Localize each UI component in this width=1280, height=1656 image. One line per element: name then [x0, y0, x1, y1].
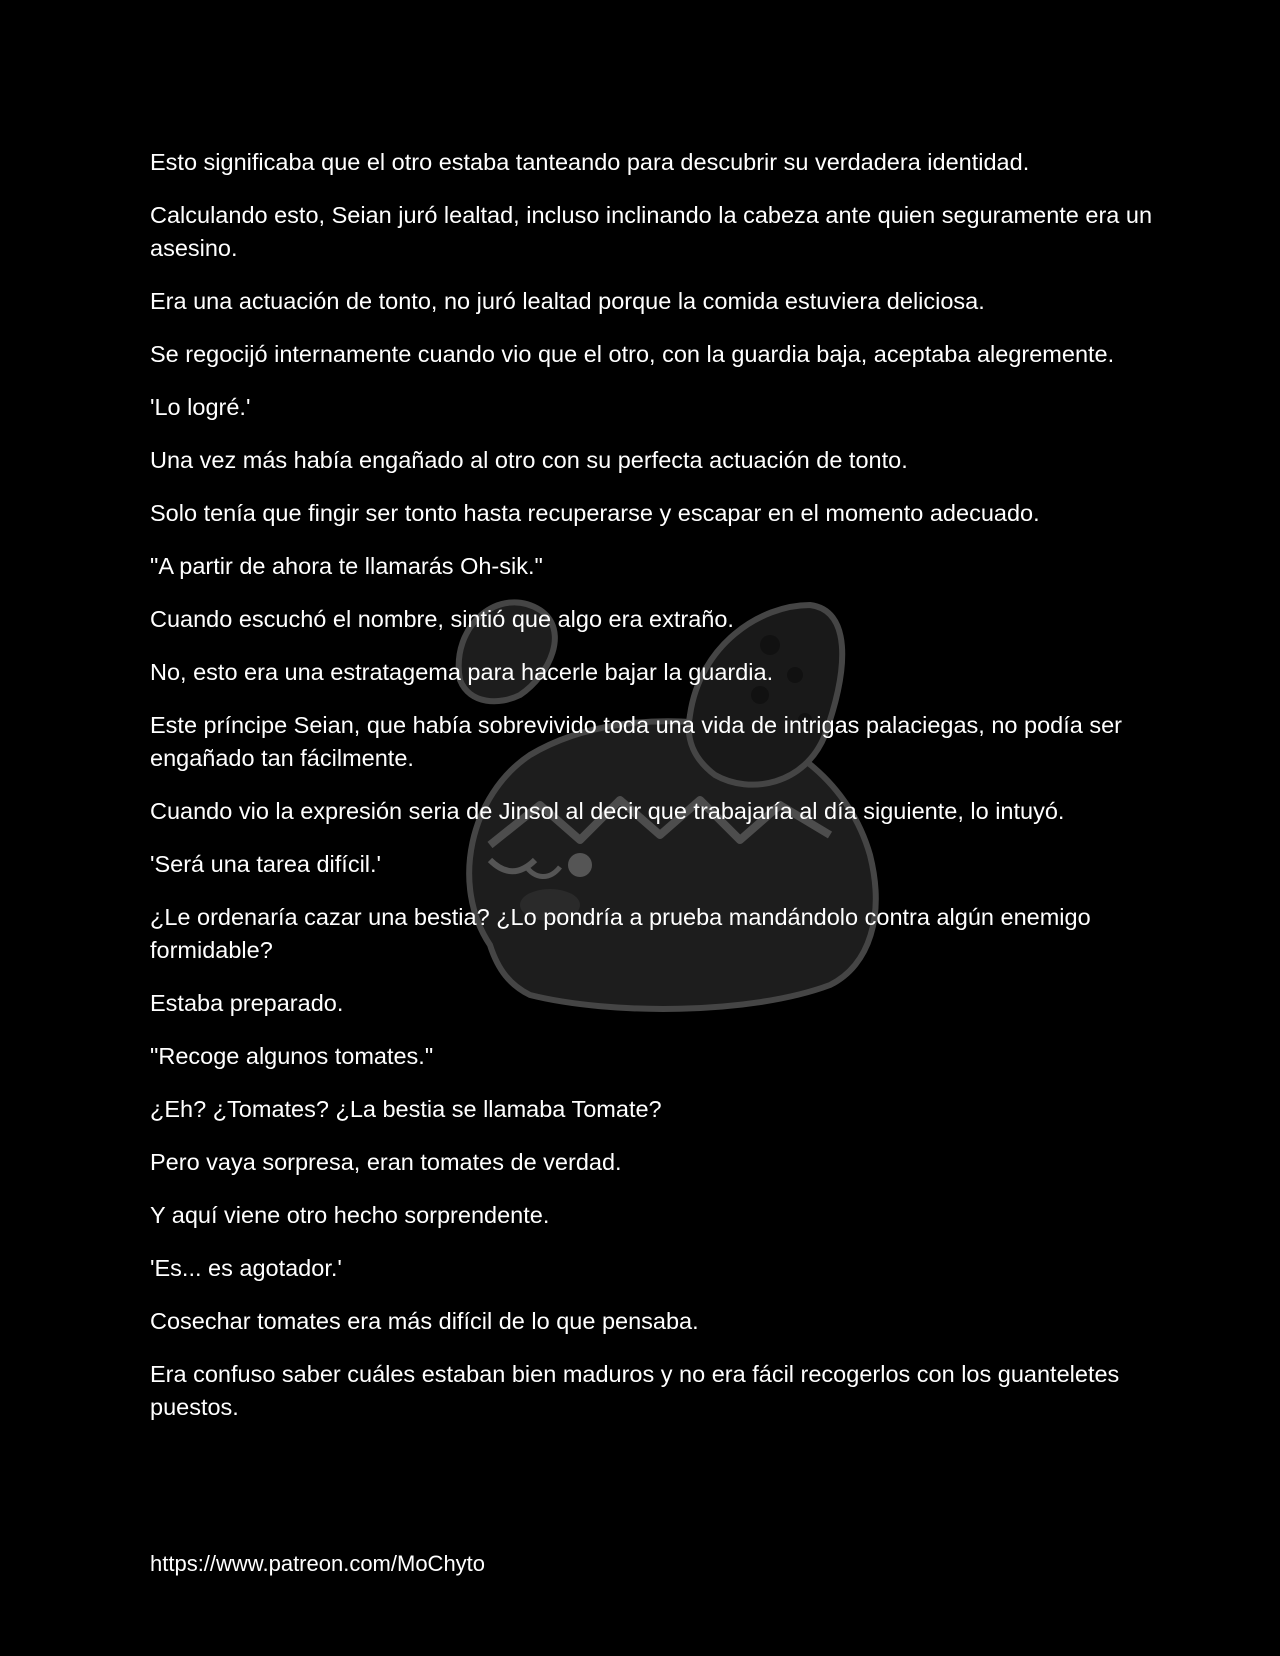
- paragraph: Esto significaba que el otro estaba tanteando para descubrir su verdadera identidad.: [150, 149, 1030, 175]
- paragraph: Calculando esto, Seian juró lealtad, incluso inclinando la cabeza ante quien seguramente era un asesino.: [150, 202, 1153, 261]
- paragraph: Cuando vio la expresión seria de Jinsol al decir que trabajaría al día siguiente, lo intuyó.: [150, 798, 1065, 824]
- paragraph: Cosechar tomates era más difícil de lo que pensaba.: [150, 1308, 699, 1334]
- paragraph: Era confuso saber cuáles estaban bien maduros y no era fácil recogerlos con los guanteletes puestos.: [150, 1361, 1120, 1420]
- paragraph: Era una actuación de tonto, no juró lealtad porque la comida estuviera deliciosa.: [150, 288, 985, 314]
- paragraph: Se regocijó internamente cuando vio que el otro, con la guardia baja, aceptaba alegremente.: [150, 341, 1115, 367]
- paragraph: 'Lo logré.': [150, 394, 251, 420]
- paragraph: "A partir de ahora te llamarás Oh-sik.": [150, 553, 543, 579]
- paragraph: No, esto era una estratagema para hacerle bajar la guardia.: [150, 659, 774, 685]
- paragraph: Solo tenía que fingir ser tonto hasta recuperarse y escapar en el momento adecuado.: [150, 500, 1040, 526]
- paragraph: Cuando escuchó el nombre, sintió que algo era extraño.: [150, 606, 734, 632]
- paragraph: Este príncipe Seian, que había sobrevivido toda una vida de intrigas palaciegas, no podía ser engañado tan fácilmente.: [150, 712, 1122, 771]
- paragraph: Pero vaya sorpresa, eran tomates de verdad.: [150, 1149, 622, 1175]
- paragraph: 'Será una tarea difícil.': [150, 851, 382, 877]
- paragraph: ¿Eh? ¿Tomates? ¿La bestia se llamaba Tomate?: [150, 1096, 662, 1122]
- paragraph: Estaba preparado.: [150, 990, 344, 1016]
- paragraph: Y aquí viene otro hecho sorprendente.: [150, 1202, 550, 1228]
- patreon-link[interactable]: https://www.patreon.com/MoChyto: [150, 1551, 486, 1576]
- story-text: [150, 146, 1160, 1444]
- paragraph: 'Es... es agotador.': [150, 1255, 342, 1281]
- paragraph: "Recoge algunos tomates.": [150, 1043, 434, 1069]
- paragraph: ¿Le ordenaría cazar una bestia? ¿Lo pondría a prueba mandándolo contra algún enemigo formidable?: [150, 904, 1091, 963]
- paragraph: Una vez más había engañado al otro con su perfecta actuación de tonto.: [150, 447, 908, 473]
